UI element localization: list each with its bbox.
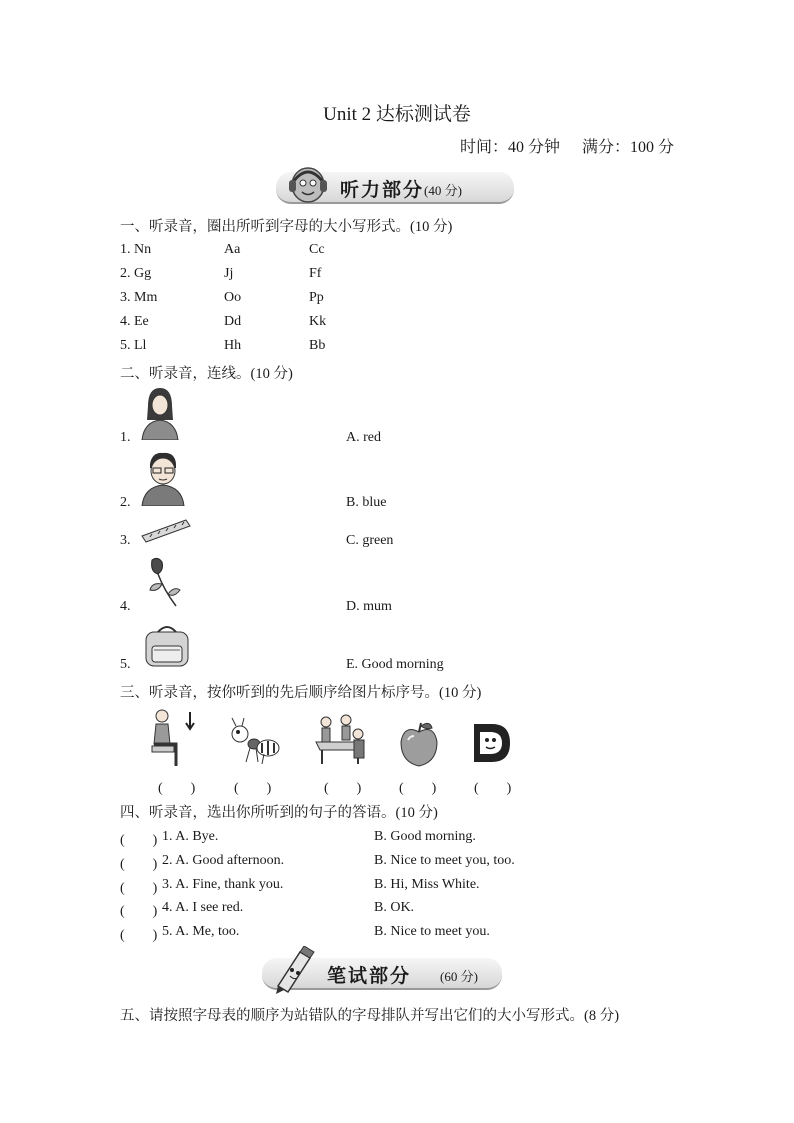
q4-blank-4[interactable]: ( ) bbox=[120, 904, 158, 919]
page-title: Unit 2 达标测试卷 bbox=[323, 104, 471, 125]
q2-number-3: 3. bbox=[120, 533, 131, 548]
written-banner-score: (60 分) bbox=[440, 969, 478, 984]
q4-blank-2[interactable]: ( ) bbox=[120, 857, 158, 872]
q2-option-e: E. Good morning bbox=[346, 657, 444, 672]
q4-row4-option-a: 4. A. I see red. bbox=[162, 900, 244, 915]
q3-blank-1[interactable]: ( ) bbox=[158, 781, 196, 796]
q4-row1-option-b: B. Good morning. bbox=[374, 829, 476, 844]
q2-option-a: A. red bbox=[346, 430, 381, 445]
q2-option-c: C. green bbox=[346, 533, 394, 548]
q2-option-b: B. blue bbox=[346, 495, 387, 510]
woman-picture bbox=[138, 386, 182, 440]
q2-number-2: 2. bbox=[120, 495, 131, 510]
q1-heading: 一、听录音，圈出所听到字母的大小写形式。(10 分) bbox=[120, 219, 453, 235]
q1-row4-col2: Dd bbox=[224, 314, 242, 329]
q4-row5-option-b: B. Nice to meet you. bbox=[374, 924, 490, 939]
q1-row2-col3: Ff bbox=[309, 266, 322, 281]
q4-row2-option-a: 2. A. Good afternoon. bbox=[162, 853, 285, 868]
q4-row3-option-b: B. Hi, Miss White. bbox=[374, 877, 480, 892]
q1-row5-col1: 5. Ll bbox=[120, 338, 147, 353]
listening-banner-score: (40 分) bbox=[424, 183, 462, 198]
q1-row1-col1: 1. Nn bbox=[120, 242, 152, 257]
q4-row2-option-b: B. Nice to meet you, too. bbox=[374, 853, 515, 868]
q3-blank-2[interactable]: ( ) bbox=[234, 781, 272, 796]
q3-heading: 三、听录音，按你听到的先后顺序给图片标序号。(10 分) bbox=[120, 685, 482, 701]
q2-number-4: 4. bbox=[120, 599, 131, 614]
listening-banner-title: 听力部分 bbox=[340, 179, 425, 201]
apple-picture bbox=[398, 720, 440, 768]
q4-heading: 四、听录音，选出你所听到的句子的答语。(10 分) bbox=[120, 805, 438, 821]
pencil-mascot-icon bbox=[270, 946, 320, 994]
q1-row3-col3: Pp bbox=[309, 290, 324, 305]
rose-picture bbox=[144, 556, 182, 610]
q2-heading: 二、听录音，连线。(10 分) bbox=[120, 366, 293, 382]
q1-row2-col2: Jj bbox=[224, 266, 234, 281]
man-with-glasses-picture bbox=[140, 450, 186, 506]
q2-number-5: 5. bbox=[120, 657, 131, 672]
q1-row2-col1: 2. Gg bbox=[120, 266, 152, 281]
q2-number-1: 1. bbox=[120, 430, 131, 445]
q1-row3-col2: Oo bbox=[224, 290, 242, 305]
q1-row4-col1: 4. Ee bbox=[120, 314, 149, 329]
letter-d-picture bbox=[470, 720, 512, 766]
exam-meta bbox=[442, 134, 674, 157]
q4-blank-3[interactable]: ( ) bbox=[120, 881, 158, 896]
q3-blank-4[interactable]: ( ) bbox=[399, 781, 437, 796]
q4-row3-option-a: 3. A. Fine, thank you. bbox=[162, 877, 284, 892]
q4-row5-option-a: 5. A. Me, too. bbox=[162, 924, 240, 939]
q1-row5-col3: Bb bbox=[309, 338, 326, 353]
q4-blank-5[interactable]: ( ) bbox=[120, 928, 158, 943]
ruler-picture bbox=[140, 516, 192, 544]
headphones-mascot-icon bbox=[284, 160, 332, 206]
q4-row1-option-a: 1. A. Bye. bbox=[162, 829, 219, 844]
q4-blank-1[interactable]: ( ) bbox=[120, 833, 158, 848]
q1-row5-col2: Hh bbox=[224, 338, 242, 353]
q1-row1-col3: Cc bbox=[309, 242, 325, 257]
q3-blank-5[interactable]: ( ) bbox=[474, 781, 512, 796]
written-banner-title: 笔试部分 bbox=[327, 965, 412, 987]
q2-option-d: D. mum bbox=[346, 599, 392, 614]
children-at-desk-picture bbox=[312, 712, 372, 768]
q1-row3-col1: 3. Mm bbox=[120, 290, 158, 305]
sitting-boy-picture bbox=[146, 708, 198, 770]
schoolbag-picture bbox=[140, 622, 194, 670]
ant-picture bbox=[228, 716, 282, 768]
q1-row4-col3: Kk bbox=[309, 314, 327, 329]
score-label: 满分：100 分 bbox=[581, 139, 674, 156]
q5-heading: 五、请按照字母表的顺序为站错队的字母排队并写出它们的大小写形式。(8 分) bbox=[120, 1008, 620, 1024]
q4-row4-option-b: B. OK. bbox=[374, 900, 415, 915]
q3-blank-3[interactable]: ( ) bbox=[324, 781, 362, 796]
q1-row1-col2: Aa bbox=[224, 242, 241, 257]
time-label: 时间：40 分钟 bbox=[459, 139, 560, 156]
